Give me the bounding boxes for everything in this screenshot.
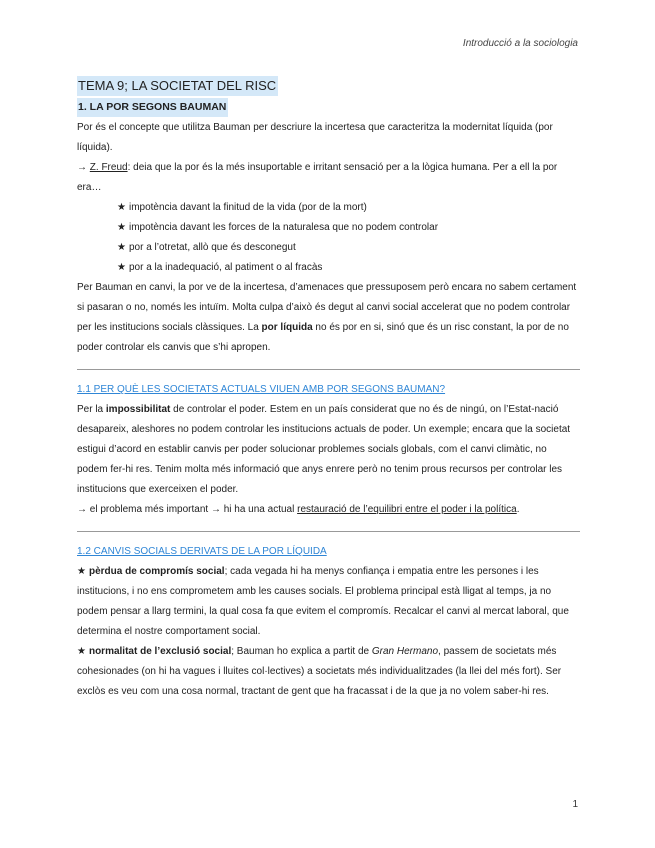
document-body [77,76,580,702]
divider [77,369,580,370]
list-item: ★ por a l’otretat, allò que és desconegut [117,242,296,253]
fear-list [77,198,580,278]
document-title: TEMA 9; LA SOCIETAT DEL RISC [77,76,278,96]
page-number: 1 [572,799,578,810]
star-icon: ★ [117,222,126,233]
freud-paragraph [77,158,580,198]
section-1-intro: Por és el concepte que utilitza Bauman per descriure la incertesa que caracteritza la modernitat líquida (por líquida). [77,122,553,153]
section-1-2-heading[interactable]: 1.2 CANVIS SOCIALS DERIVATS DE LA POR LÍQUIDA [77,546,327,557]
section-1-1-arrow-line: → el problema més important → hi ha una actual restauració de l’equilibri entre el poder i la política. [77,504,520,515]
list-item: ★ por a la inadequació, al patiment o al fracàs [117,262,323,273]
star-icon: ★ [77,646,86,657]
section-1-2-item-1: ★ pèrdua de compromís social; cada vegada hi ha menys confiança i empatia entre les persones i les institucions, i no ens comprometem amb les causes socials. El problema principal està lligat al temps, ja no podem pensar a llarg termini, la qual cosa fa que evitem el compromís. Recalcar el canvi al mercat laboral, que determina el nostre comportament social. [77,566,569,637]
freud-text: : deia que la por és la més insuportable e irritant sensació per a la lògica humana. Per a ell la por era… [77,162,558,193]
star-icon: ★ [117,242,126,253]
running-header: Introducció a la sociologia [462,38,578,49]
list-item: ★ impotència davant la finitud de la vida (por de la mort) [117,202,367,213]
por-liquida-bold: por líquida [261,322,313,333]
star-icon: ★ [77,566,86,577]
freud-name: Z. Freud [89,162,128,173]
list-item: ★ impotència davant les forces de la naturalesa que no podem controlar [117,222,439,233]
divider [77,531,580,532]
star-icon: ★ [117,262,126,273]
section-1-1-paragraph: Per la impossibilitat de controlar el poder. Estem en un país considerat que no és de ningú, on l’Estat-nació desapareix, aleshores no podem controlar les institucions actuals de poder. Un exemple; encara que la societat estigui d’acord en establir canvis per poder solucionar problemes socials globals, com el canvi climàtic, no podem fer-hi res. Tenim molta més informació que anys enrere però no tenim prous recursos per controlar les institucions que exerceixen el poder. [77,404,571,495]
section-1-heading: 1. LA POR SEGONS BAUMAN [77,98,228,117]
section-1-2-item-2: ★ normalitat de l’exclusió social; Bauman ho explica a partit de Gran Hermano, passem de societats més cohesionades (on hi ha vagues i lluites col·lectives) a societats més individualitzades (la llei del més fort). Ser exclòs es veu com una cosa normal, tractant de gent que ha fracassat i de la que ja no volem saber-hi res. [77,646,562,697]
arrow-glyph: → [77,162,90,173]
section-1-1-heading[interactable]: 1.1 PER QUÈ LES SOCIETATS ACTUALS VIUEN AMB POR SEGONS BAUMAN? [77,384,446,395]
star-icon: ★ [117,202,126,213]
bauman-paragraph: Per Bauman en canvi, la por ve de la incertesa, d’amenaces que pressuposem però encara no sabem certament si pasaran o no, només les intuïm. Molta culpa d’això és degut al canvi social accelerat que no podem controlar per les institucions socials clàssiques. La por líquida no és por en si, sinó que és un risc constant, la por de no poder controlar els canvis que s’hi apropen. [77,282,577,353]
